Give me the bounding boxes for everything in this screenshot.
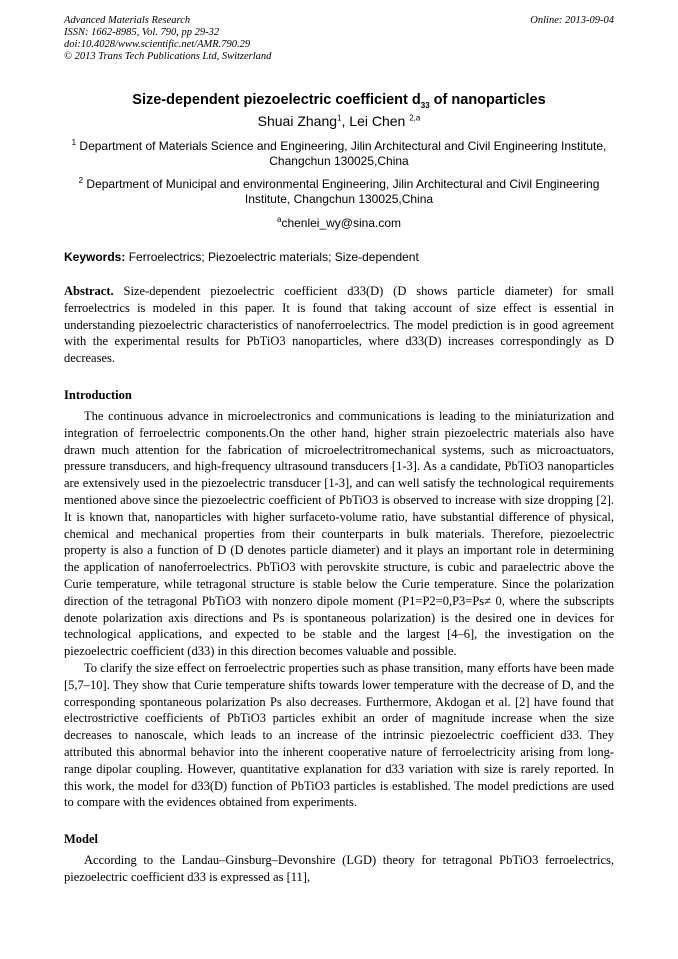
title-main: Size-dependent piezoelectric coefficient d bbox=[132, 92, 421, 108]
keywords-text: Ferroelectrics; Piezoelectric materials; Size-dependent bbox=[125, 250, 419, 264]
abstract bbox=[64, 283, 614, 367]
doi-line: doi:10.4028/www.scientific.net/AMR.790.29 bbox=[64, 39, 251, 50]
intro-paragraph-1: The continuous advance in microelectronics and communications is leading to the miniaturization and integration of ferroelectric components.On the other hand, higher strain piezoelectric materials also have drawn much attention for the fabrication of microelectritromechanical systems, such as microactuators, pressure transducers, and high-frequency ultrasound transducers [1-3]. As a candidate, PbTiO3 nanoparticles are extensively used in the piezoelectric transducer [1-3], and can well satisfy the technological requirements mentioned above since the piezoelectric coefficient of PbTiO3 is observed to increase with size dropping [2]. It is known that, nanoparticles with higher surfaceto-volume ratio, have substantial difference of physical, chemical and mechanical properties from their counterparts in bulk materials. Therefore, piezoelectric property is also a function of D (D denotes particle diameter) and it plays an important role in determining the application of nanoferroelectrics. PbTiO3 with perovskite structure, is cubic and paraelectric above the Curie temperature, while tetragonal structure is stable below the Curie temperature. Since the polarization direction of the tetragonal PbTiO3 with nonzero dipole moment (P1=P2=0,P3=Ps≠ 0, where the subscripts denote polarization axis directions and Ps is spontaneous polarization) is the desired one in devices for technological applications, and expected to be stable and the largest [4–6], the investigation on the piezoelectric coefficient (d33) in this direction becomes valuable and possible. bbox=[64, 408, 614, 659]
section-heading-model: Model bbox=[64, 832, 99, 847]
journal-header bbox=[64, 15, 614, 63]
intro-paragraph-2: To clarify the size effect on ferroelectric properties such as phase transition, many efforts have been made [5,7–10]. They show that Curie temperature shifts towards lower temperature with the decrease of D, and the corresponding spontaneous polarization Ps also decreases. Furthermore, Akdogan et al. [2] have found that electrostrictive coefficients of PbTiO3 particles exhibit an order of magnitude increase when the size decreases to nanoscale, which leads to an increase of the intrinsic piezoelectric coefficient d33. They attributed this abnormal behavior into the inherent cooperative nature of ferroelectricity arising from long-range dipolar coupling. However, quantitative explanation for d33 variation with size is rarely reported. In this work, the model for d33(D) function of PbTiO3 particles is established. The model predictions are used to compare with the evidences obtained from experiments. bbox=[64, 660, 614, 810]
affiliation-2-text: Department of Municipal and environmental Engineering, Jilin Architectural and Civil Engineering Institute, Changchun 130025,China bbox=[86, 177, 600, 206]
affiliation-1 bbox=[64, 139, 614, 169]
model-body bbox=[64, 852, 614, 886]
author-1: Shuai Zhang bbox=[257, 113, 338, 129]
issn-line: ISSN: 1662-8985, Vol. 790, pp 29-32 bbox=[64, 27, 220, 38]
introduction-body bbox=[64, 408, 614, 811]
author-list bbox=[64, 112, 614, 131]
online-date: Online: 2013-09-04 bbox=[530, 15, 614, 26]
title-subscript: 33 bbox=[420, 100, 430, 110]
abstract-text: Size-dependent piezoelectric coefficient d33(D) (D shows particle diameter) for small ferroelectrics is modeled in this paper. It is found that taking account of size effect is essential in understanding piezoelectric characteristics of nanoferroelectrics. The model prediction is in good agreement with the experimental results for PbTiO3 nanoparticles, where d33(D) increases correspondingly as D decreases. bbox=[64, 284, 614, 366]
section-heading-introduction: Introduction bbox=[64, 387, 132, 402]
model-paragraph-1: According to the Landau–Ginsburg–Devonshire (LGD) theory for tetragonal PbTiO3 ferroelectrics, piezoelectric coefficient d33 is expressed as [11], bbox=[64, 853, 614, 884]
journal-name: Advanced Materials Research bbox=[64, 15, 191, 26]
paper-page bbox=[64, 15, 614, 886]
email-sup: a bbox=[276, 215, 282, 224]
affiliation-1-text: Department of Materials Science and Engineering, Jilin Architectural and Civil Engineering Institute, Changchun 130025,China bbox=[79, 139, 607, 168]
contact-email bbox=[64, 216, 614, 231]
author-2: Lei Chen bbox=[349, 113, 406, 129]
copyright-line: © 2013 Trans Tech Publications Ltd, Switzerland bbox=[64, 51, 272, 62]
email-address[interactable]: chenlei_wy@sina.com bbox=[281, 216, 402, 230]
author-2-affil: 2,a bbox=[409, 113, 421, 123]
abstract-label: Abstract. bbox=[64, 284, 114, 298]
keywords-label: Keywords: bbox=[64, 250, 126, 264]
author-1-affil: 1 bbox=[337, 113, 342, 123]
affiliation-2-num: 2 bbox=[78, 176, 84, 185]
affiliation-1-num: 1 bbox=[71, 138, 77, 147]
keywords bbox=[64, 250, 614, 265]
author-separator: , bbox=[341, 113, 350, 129]
affiliation-2 bbox=[64, 177, 614, 207]
paper-title bbox=[64, 91, 614, 109]
title-tail: of nanoparticles bbox=[429, 92, 546, 108]
